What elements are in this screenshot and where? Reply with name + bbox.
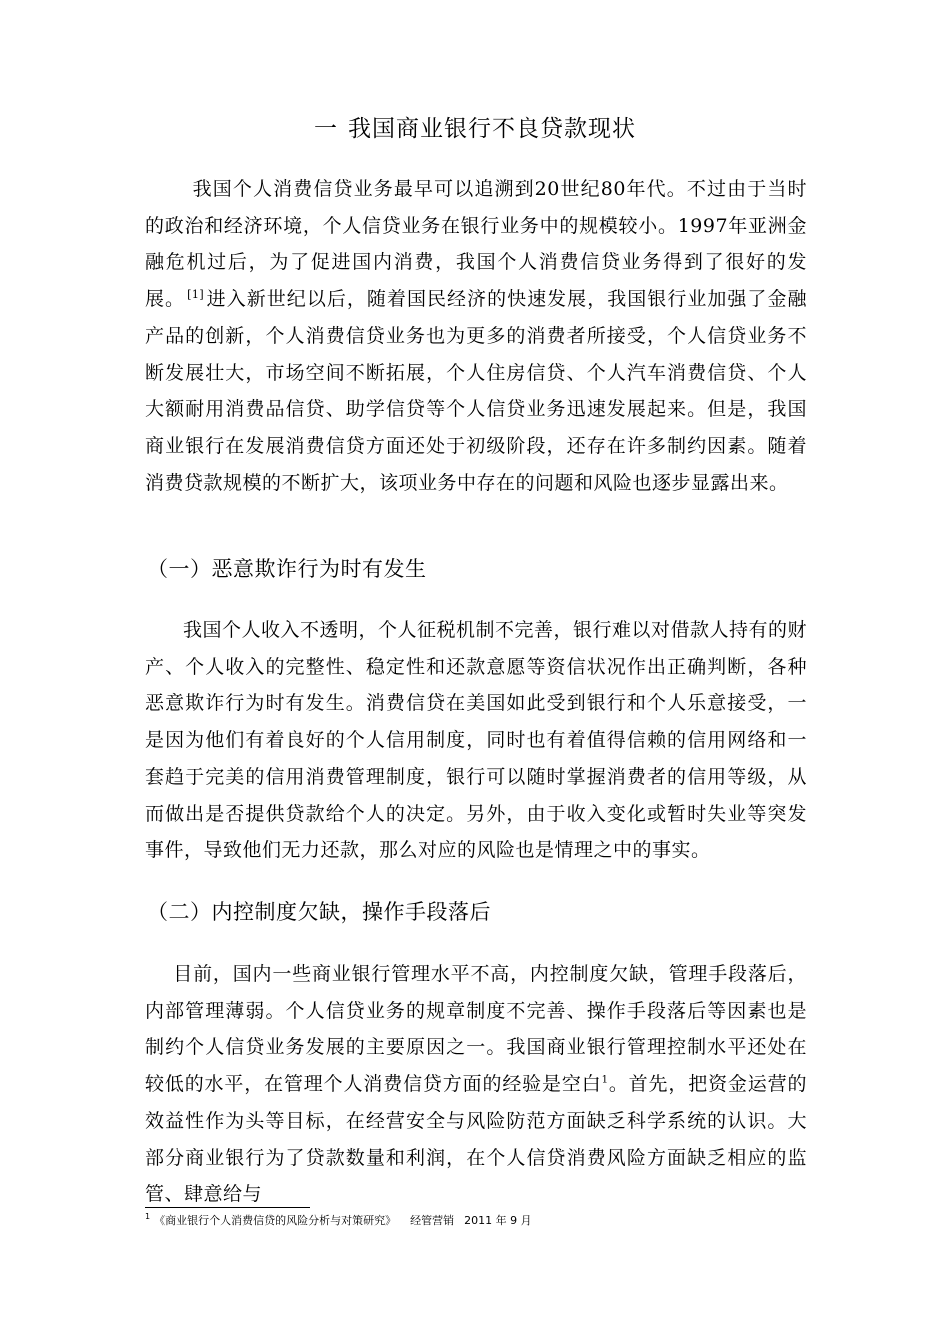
paragraph-text: 进入新世纪以后，随着国民经济的快速发展，我国银行业加强了金融产品的创新，个人消费信贷业务也为更多的消费者所接受，个人信贷业务不断发展壮大，市场空间不断拓展，个人住房信贷、个人汽车消费信贷、个人大额耐用消费品信贷、助学信贷等个人信贷业务迅速发展起来。但是，我国商业银行在发展消费信贷方面还处于初级阶段，还存在许多制约因素。随着消费贷款规模的不断扩大，该项业务中存在的问题和风险也逐步显露出来。: [145, 288, 807, 494]
footnote: [145, 1213, 532, 1229]
paragraph-internal-control: [145, 956, 807, 1213]
footnote-ref: 1: [601, 1074, 609, 1086]
paragraph-fraud: [145, 612, 807, 869]
footnote-source: 经管营销: [410, 1214, 455, 1227]
paragraph-text: 。首先，把资金运营的效益性作为头等目标，在经营安全与风险防范方面缺乏科学系统的认识。大部分商业银行为了贷款数量和利润，在个人信贷消费风险方面缺乏相应的监管、肆意给与: [145, 1073, 807, 1206]
title-text: 我国商业银行不良贷款现状: [348, 116, 636, 142]
footnote-divider: [145, 1207, 310, 1208]
title-number: 一: [314, 116, 338, 142]
paragraph-text: 目前，国内一些商业银行管理水平不高，内控制度欠缺，管理手段落后，内部管理薄弱。个人信贷业务的规章制度不完善、操作手段落后等因素也是制约个人信贷业务发展的主要原因之一。我国商业银行管理控制水平还处在较低的水平，在管理个人消费信贷方面的经验是空白: [145, 963, 807, 1096]
footnote-date: 2011 年 9 月: [464, 1214, 532, 1227]
section-heading-internal-control: （二）内控制度欠缺，操作手段落后: [147, 900, 491, 924]
paragraph-consumer-credit-history: [145, 171, 807, 501]
footnote-mark: 1: [145, 1212, 151, 1222]
paragraph-text: 我国个人收入不透明，个人征税机制不完善，银行难以对借款人持有的财产、个人收入的完整性、稳定性和还款意愿等资信状况作出正确判断，各种恶意欺诈行为时有发生。消费信贷在美国如此受到银行和个人乐意接受，一是因为他们有着良好的个人信用制度，同时也有着值得信赖的信用网络和一套趋于完美的信用消费管理制度，银行可以随时掌握消费者的信用等级，从而做出是否提供贷款给个人的决定。另外，由于收入变化或暂时失业等突发事件，导致他们无力还款，那么对应的风险也是情理之中的事实。: [145, 619, 808, 862]
footnote-title: 《商业银行个人消费信贷的风险分析与对策研究》: [154, 1214, 397, 1227]
citation-ref: [1]: [187, 287, 205, 301]
paragraph-text: 我国个人消费信贷业务最早可以追溯到20世纪80年代。不过由于当时的政治和经济环境，个人信贷业务在银行业务中的规模较小。1997年亚洲金融危机过后，为了促进国内消费，我国个人消费信贷业务得到了很好的发展。: [145, 178, 807, 311]
page-title: [0, 113, 950, 145]
section-heading-fraud: （一）恶意欺诈行为时有发生: [147, 557, 427, 581]
